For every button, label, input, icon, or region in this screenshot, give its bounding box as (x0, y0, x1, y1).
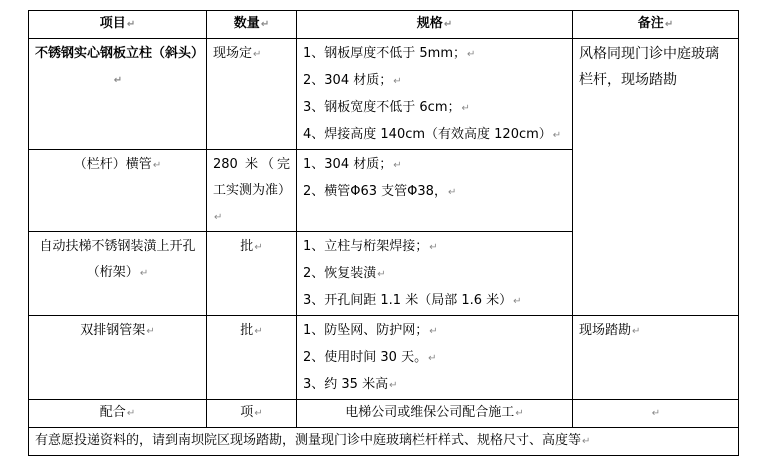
spec-line: 1、防坠网、防护网；↵ (303, 323, 438, 338)
header-item: 项目↵ (29, 11, 207, 39)
header-qty: 数量↵ (207, 11, 297, 39)
row-qty: 批↵ (207, 232, 297, 316)
spec-line: 1、立柱与桁架焊接；↵ (303, 239, 438, 254)
row-item: 配合↵ (29, 400, 207, 428)
spec-line: 2、304 材质；↵ (303, 73, 402, 88)
spec-line: 2、恢复装潢↵ (303, 266, 386, 281)
row-remark: 风格同现门诊中庭玻璃栏杆，现场踏勘 (573, 39, 739, 316)
table-row (29, 39, 739, 150)
spec-line: 3、开孔间距 1.1 米（局部 1.6 米）↵ (303, 293, 522, 308)
row-remark: ↵ (573, 400, 739, 428)
spec-line: 3、约 35 米高↵ (303, 377, 398, 392)
header-spec: 规格↵ (297, 11, 573, 39)
footer-note: 有意愿投递资料的，请到南坝院区现场踏勘，测量现门诊中庭玻璃栏杆样式、规格尺寸、高度等↵ (29, 428, 739, 456)
row-qty: 现场定↵ (207, 39, 297, 150)
row-item: 不锈钢实心钢板立柱（斜头）↵ (29, 39, 207, 150)
spec-line: 2、横管Φ63 支管Φ38，↵ (303, 184, 457, 199)
row-qty: 批↵ (207, 316, 297, 400)
row-spec: 电梯公司或维保公司配合施工↵ (297, 400, 573, 428)
row-spec (297, 150, 573, 232)
row-spec (297, 232, 573, 316)
row-qty: 280 米（完工实测为准）↵ (207, 150, 297, 232)
header-remark: 备注↵ (573, 11, 739, 39)
header-row (29, 11, 739, 39)
row-item: （栏杆）横管↵ (29, 150, 207, 232)
spec-line: 2、使用时间 30 天。↵ (303, 350, 437, 365)
table-row (29, 316, 739, 400)
row-remark: 现场踏勘↵ (573, 316, 739, 400)
spec-line: 3、钢板宽度不低于 6cm；↵ (303, 100, 470, 115)
spec-line: 1、钢板厚度不低于 5mm；↵ (303, 46, 476, 61)
row-spec (297, 39, 573, 150)
spec-line: 4、焊接高度 140cm（有效高度 120cm）↵ (303, 127, 562, 142)
row-qty: 项↵ (207, 400, 297, 428)
footer-row (29, 428, 739, 456)
row-item: 自动扶梯不锈钢装潢上开孔（桁架）↵ (29, 232, 207, 316)
row-item: 双排钢管架↵ (29, 316, 207, 400)
spec-table (28, 10, 739, 456)
row-spec (297, 316, 573, 400)
table-row (29, 400, 739, 428)
spec-line: 1、304 材质；↵ (303, 157, 402, 172)
